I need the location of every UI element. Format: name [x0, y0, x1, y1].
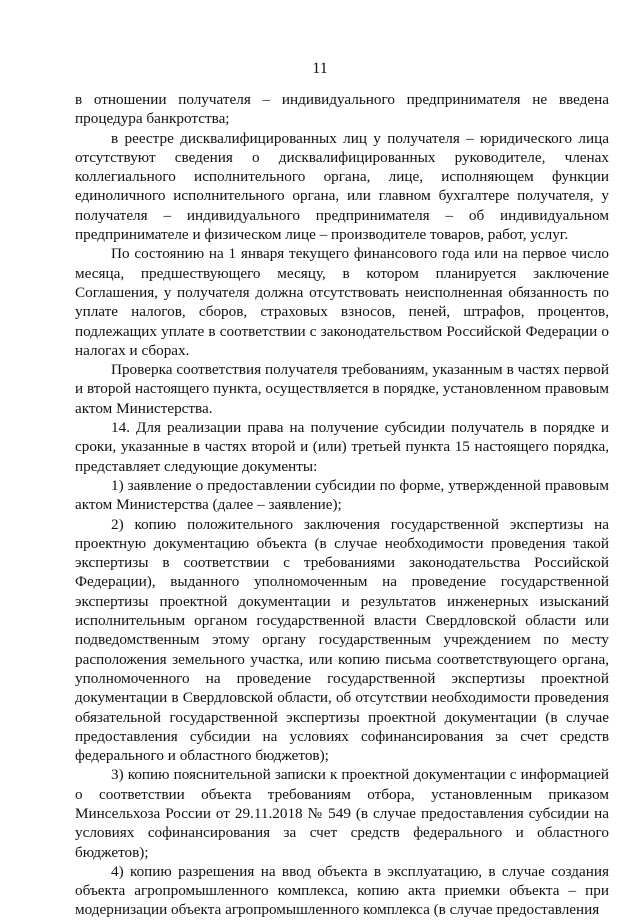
- paragraph-subitem-3: 3) копию пояснительной записки к проектной документации с информацией о соответствии объекта требованиям отбора, установленным приказом Минсельхоза России от 29.11.2018 № 549 (в случае предоставления субсидии на условиях софинансирования за счет средств федерального и областного бюджетов);: [75, 766, 609, 861]
- page-number: 11: [312, 60, 328, 77]
- paragraph-bankruptcy: в отношении получателя – индивидуального предпринимателя не введена процедура банкротства;: [75, 91, 609, 128]
- paragraph-tax-obligations: По состоянию на 1 января текущего финансового года или на первое число месяца, предшествующего месяцу, в котором планируется заключение Соглашения, у получателя должна отсутствовать неисполненная обязанность по уплате налогов, сборов, страховых взносов, пеней, штрафов, процентов, подлежащих уплате в соответствии с законодательством Российской Федерации о налогах и сборах.: [75, 245, 609, 359]
- paragraph-subitem-4: 4) копию разрешения на ввод объекта в эксплуатацию, в случае создания объекта агропромышленного комплекса, копию акта приемки объекта – при модернизации объекта агропромышленного комплекса (в случае предоставления: [75, 862, 609, 919]
- paragraph-subitem-2: 2) копию положительного заключения государственной экспертизы на проектную документацию объекта (в случае необходимости проведения такой экспертизы в соответствии с требованиями законодательства Российской Федерации), выданного уполномоченным на проведение государственной экспертизы проектной документации и результатов инженерных изысканий исполнительным органом государственной власти Свердловской области или подведомственным этому органу государственным учреждением по месту расположения земельного участка, или копию письма соответствующего органа, уполномоченного на проведение государственной экспертизы проектной документации в Свердловской области, об отсутствии необходимости проведения обязательной государственной экспертизы проектной документации (в случае предоставления субсидии на условиях софинансирования за счет средств федерального и областного бюджетов);: [75, 515, 609, 765]
- paragraph-subitem-1: 1) заявление о предоставлении субсидии по форме, утвержденной правовым актом Министерства (далее – заявление);: [75, 476, 609, 514]
- paragraph-compliance-check: Проверка соответствия получателя требованиям, указанным в частях первой и второй настоящего пункта, осуществляется в порядке, установленном правовым актом Министерства.: [75, 361, 609, 417]
- paragraph-item-14: 14. Для реализации права на получение субсидии получатель в порядке и сроки, указанные в частях второй и (или) третьей пункта 15 настоящего порядка, представляет следующие документы:: [75, 419, 609, 475]
- paragraph-disqualified-registry: в реестре дисквалифицированных лиц у получателя – юридического лица отсутствуют сведения о дисквалифицированных руководителе, членах коллегиального исполнительного органа, лице, исполняющем функции единоличного исполнительного органа, или главном бухгалтере получателя, у получателя – индивидуального предпринимателя – об индивидуальном предпринимателе и физическом лице – производителе товаров, работ, услуг.: [75, 129, 609, 244]
- document-body: [75, 90, 609, 920]
